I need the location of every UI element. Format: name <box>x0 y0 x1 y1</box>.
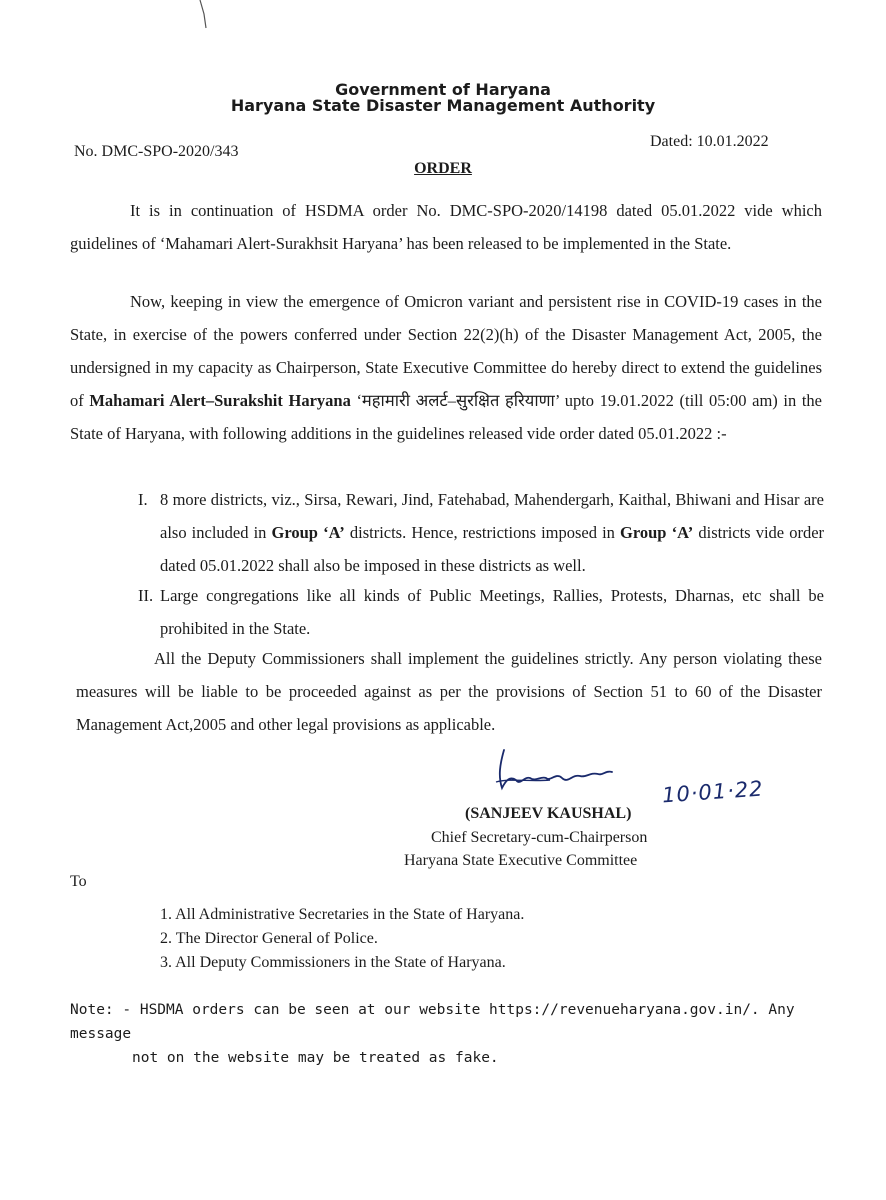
list-item-text-part: districts vide order dated 05.01.2022 shall also be imposed in these districts as well. <box>160 523 825 575</box>
list-item-text-part: 8 more districts, viz., Sirsa, Rewari, Jind, Fatehabad, Mahendergarh, Kaithal, Bhiwani and Hisar are also included in <box>160 490 824 542</box>
group-a-label: Group ‘A’ <box>620 523 694 542</box>
list-item-text <box>160 483 824 582</box>
handwritten-signature <box>490 742 620 802</box>
note-line: not on the website may be treated as fake. <box>132 1050 499 1066</box>
note-line: Note: - HSDMA orders can be seen at our website https://revenueharyana.gov.in/. Any message <box>70 1002 795 1042</box>
header-authority: Haryana State Disaster Management Authority <box>230 96 656 115</box>
order-title: ORDER <box>414 160 472 177</box>
list-item-number: I. <box>138 490 148 509</box>
list-item-text: Large congregations like all kinds of Public Meetings, Rallies, Protests, Dharnas, etc shall be prohibited in the State. <box>160 586 824 638</box>
paragraph-extension-tail: ‘महामारी अलर्ट–सुरक्षित हरियाणा’ upto 19.01.2022 (till 05:00 am) in the State of Haryana, with following additions in the guidelines released vide order dated 05.01.2022 :- <box>70 391 822 443</box>
group-a-label: Group ‘A’ <box>271 523 345 542</box>
list-item: 1. All Administrative Secretaries in the State of Haryana. <box>160 906 525 923</box>
order-date: Dated: 10.01.2022 <box>650 133 769 150</box>
paragraph-implementation: All the Deputy Commissioners shall implement the guidelines strictly. Any person violating these measures will be liable to be proceeded against as per the provisions of Section 51 to 60 of the Disaster Management Act,2005 and other legal provisions as applicable. <box>76 649 822 734</box>
list-item: 3. All Deputy Commissioners in the State of Haryana. <box>160 954 506 971</box>
list-item: 2. The Director General of Police. <box>160 930 378 947</box>
list-item-number: II. <box>138 586 154 605</box>
paragraph-continuation: It is in continuation of HSDMA order No. DMC-SPO-2020/14198 dated 05.01.2022 vide which guidelines of ‘Mahamari Alert-Surakhsit Haryana’ has been released to be implemented in the State. <box>70 201 822 253</box>
handwritten-date: 10·01·22 <box>661 776 765 808</box>
scheme-name: Mahamari Alert–Surakshit Haryana <box>89 391 351 410</box>
header-government: Government of Haryana <box>335 80 551 99</box>
stray-mark <box>196 0 216 32</box>
signatory-name: (SANJEEV KAUSHAL) <box>465 805 632 822</box>
to-label: To <box>70 873 87 890</box>
paragraph-extension-text: Now, keeping in view the emergence of Omicron variant and persistent rise in COVID-19 cases in the State, in exercise of the powers conferred under Section 22(2)(h) of the Disaster Management Act, 2005, the undersigned in my capacity as Chairperson, State Executive Committee do hereby direct to extend the guidelines of <box>70 292 822 410</box>
reference-number: No. DMC-SPO-2020/343 <box>74 143 239 160</box>
signatory-organization: Haryana State Executive Committee <box>404 852 638 869</box>
signatory-title: Chief Secretary-cum-Chairperson <box>431 829 648 846</box>
website-note <box>70 998 830 1070</box>
paragraph-extension <box>70 285 822 450</box>
list-item <box>138 579 824 645</box>
list-item-text-part: districts. Hence, restrictions imposed in <box>344 523 621 542</box>
list-item <box>138 483 824 582</box>
recipient-list <box>160 903 524 975</box>
